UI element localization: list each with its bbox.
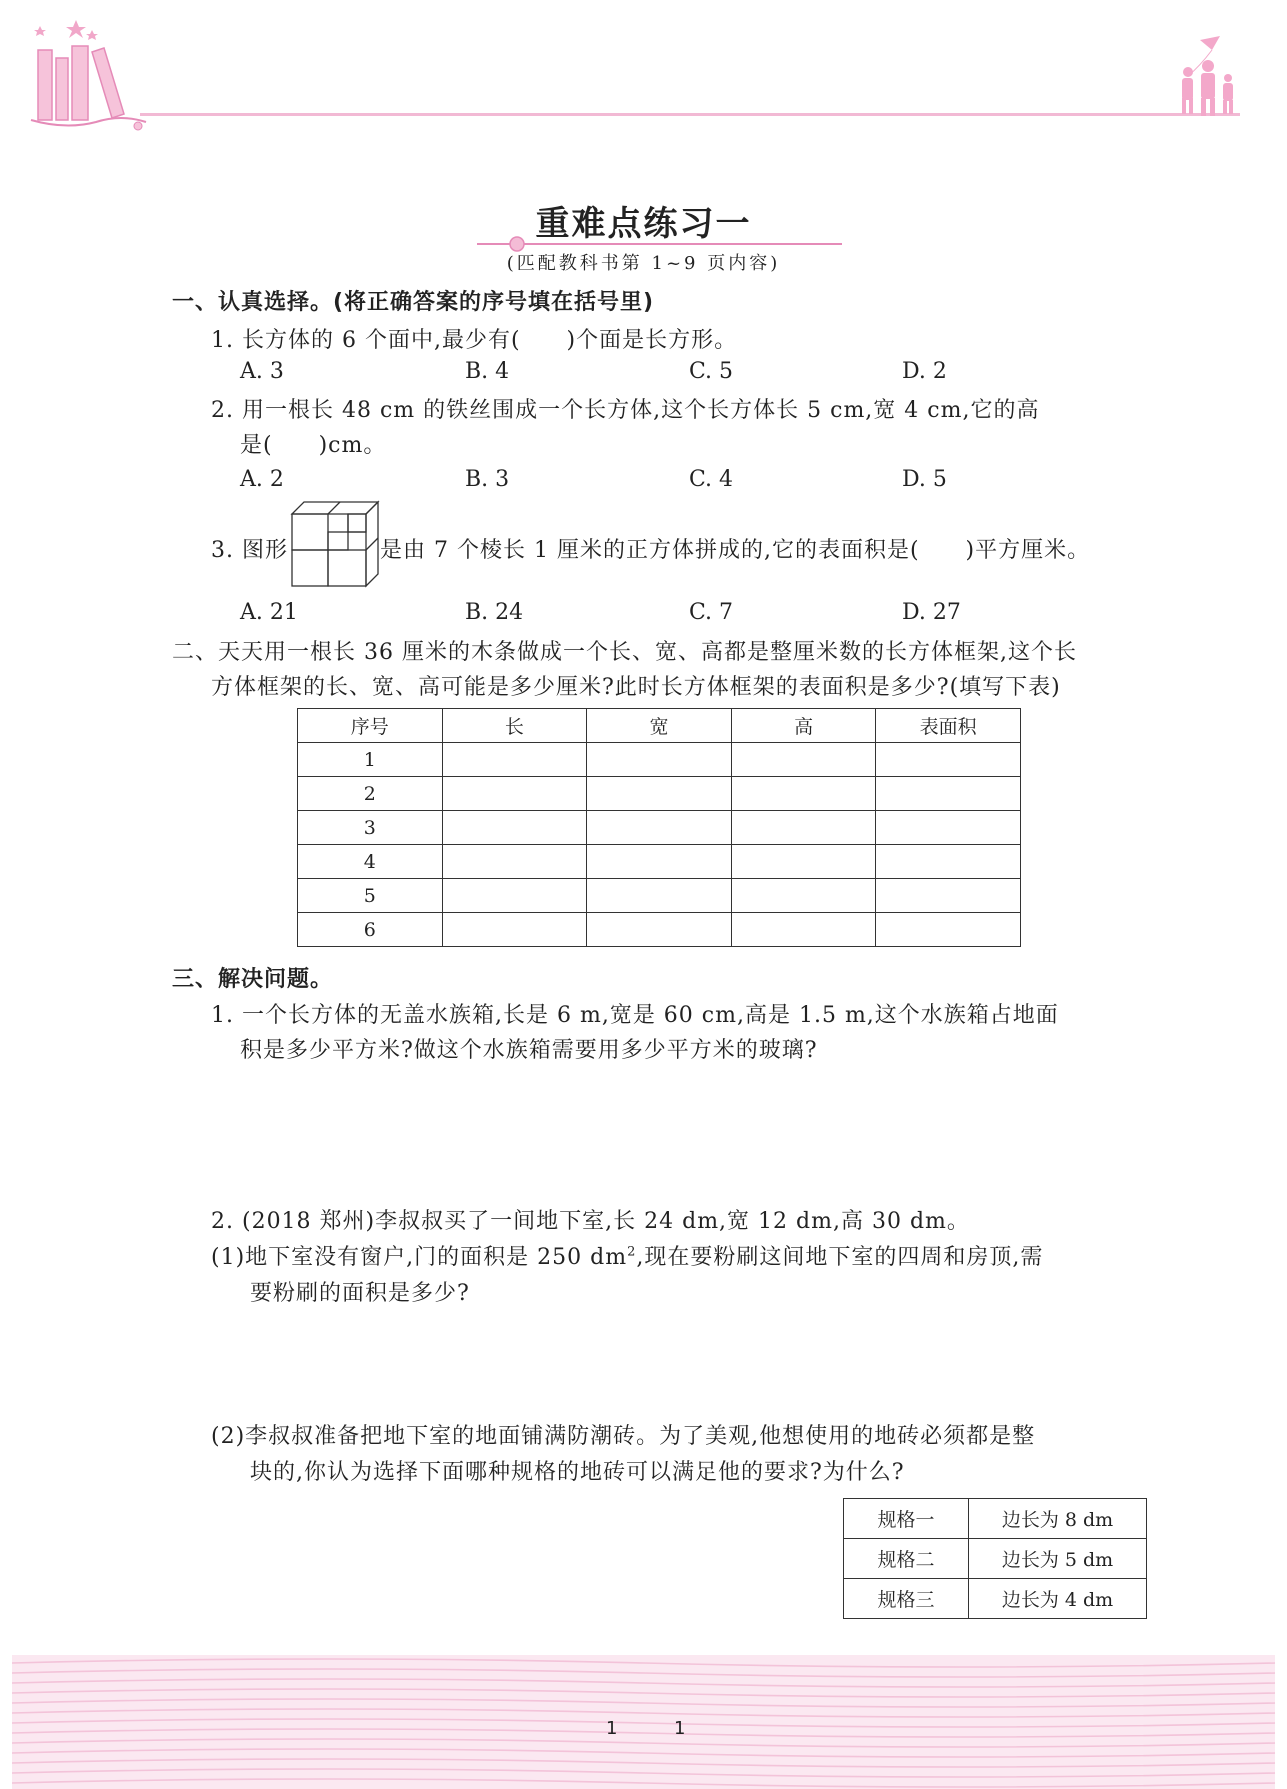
spec-value: 边长为 8 dm (969, 1499, 1147, 1539)
dimension-table (297, 708, 1021, 947)
table-row-index: 1 (298, 743, 443, 777)
s3-q2-p1-line1 (211, 1240, 1043, 1271)
table-row (298, 879, 1021, 913)
answer-cell[interactable] (442, 743, 587, 777)
cube-stack-figure (290, 500, 380, 590)
answer-cell[interactable] (442, 811, 587, 845)
table-row (844, 1539, 1147, 1579)
answer-cell[interactable] (731, 913, 876, 947)
spec-value: 边长为 4 dm (969, 1579, 1147, 1619)
answer-cell[interactable] (731, 879, 876, 913)
answer-cell[interactable] (587, 879, 732, 913)
page-number-right: 1 (674, 1718, 686, 1739)
s1-q2-option-a: A. 2 (240, 467, 284, 492)
section1-heading: 一、认真选择。(将正确答案的序号填在括号里) (172, 290, 655, 315)
tile-spec-table (843, 1498, 1147, 1619)
answer-cell[interactable] (442, 845, 587, 879)
family-kite-icon (1160, 36, 1250, 118)
spec-name: 规格二 (844, 1539, 969, 1579)
bookshelf-icon (26, 18, 156, 133)
answer-cell[interactable] (587, 743, 732, 777)
s3-q2-p1-superscript: 2 (627, 1244, 637, 1260)
section2-line1: 二、天天用一根长 36 厘米的木条做成一个长、宽、高都是整厘米数的长方体框架,这个长 (172, 640, 1077, 665)
s1-q2-option-b: B. 3 (465, 467, 510, 492)
table-row-index: 3 (298, 811, 443, 845)
page-number-left: 1 (606, 1718, 618, 1739)
table-row (844, 1579, 1147, 1619)
s3-q2-p1-line2: 要粉刷的面积是多少? (250, 1281, 470, 1306)
page-subtitle: (匹配教科书第 1~9 页内容) (506, 253, 781, 274)
s1-q3-prefix: 3. 图形 (211, 538, 288, 563)
answer-cell[interactable] (876, 811, 1021, 845)
table-row (844, 1499, 1147, 1539)
footer-band (12, 1655, 1275, 1789)
s1-q1-option-a: A. 3 (240, 359, 284, 384)
table-row-index: 4 (298, 845, 443, 879)
answer-cell[interactable] (731, 777, 876, 811)
header-rule (140, 113, 1240, 116)
s3-q2-stem: 2. (2018 郑州)李叔叔买了一间地下室,长 24 dm,宽 12 dm,高 30 dm。 (211, 1209, 970, 1234)
table-row (298, 777, 1021, 811)
table-row (298, 845, 1021, 879)
s1-q2-line1: 2. 用一根长 48 cm 的铁丝围成一个长方体,这个长方体长 5 cm,宽 4 cm,它的高 (211, 398, 1040, 423)
answer-cell[interactable] (876, 845, 1021, 879)
s1-q2-option-d: D. 5 (902, 467, 947, 492)
s1-q1-option-b: B. 4 (465, 359, 510, 384)
answer-cell[interactable] (731, 743, 876, 777)
table-row (298, 913, 1021, 947)
s3-q2-p2-line1: (2)李叔叔准备把地下室的地面铺满防潮砖。为了美观,他想使用的地砖必须都是整 (211, 1424, 1036, 1449)
spec-name: 规格一 (844, 1499, 969, 1539)
section3-heading: 三、解决问题。 (172, 967, 334, 992)
table-row-index: 2 (298, 777, 443, 811)
section2-line2: 方体框架的长、宽、高可能是多少厘米?此时长方体框架的表面积是多少?(填写下表) (211, 675, 1061, 700)
table-row (298, 811, 1021, 845)
table-header-width: 宽 (587, 709, 732, 743)
s3-q2-p1-text-b: ,现在要粉刷这间地下室的四周和房顶,需 (636, 1245, 1044, 1270)
spec-value: 边长为 5 dm (969, 1539, 1147, 1579)
table-row (298, 743, 1021, 777)
s3-q1-line2: 积是多少平方米?做这个水族箱需要用多少平方米的玻璃? (240, 1038, 818, 1063)
answer-cell[interactable] (442, 879, 587, 913)
table-header-surface: 表面积 (876, 709, 1021, 743)
spec-name: 规格三 (844, 1579, 969, 1619)
s1-q2-option-c: C. 4 (689, 467, 734, 492)
answer-cell[interactable] (876, 743, 1021, 777)
answer-cell[interactable] (442, 777, 587, 811)
table-header-length: 长 (442, 709, 587, 743)
footer-wave-pattern (12, 1655, 1275, 1789)
s3-q1-line1: 1. 一个长方体的无盖水族箱,长是 6 m,宽是 60 cm,高是 1.5 m,这个水族箱占地面 (211, 1003, 1059, 1028)
answer-cell[interactable] (587, 811, 732, 845)
answer-cell[interactable] (876, 879, 1021, 913)
s3-q2-p1-text-a: (1)地下室没有窗户,门的面积是 250 dm (211, 1245, 628, 1270)
table-row-index: 6 (298, 913, 443, 947)
page-title: 重难点练习一 (535, 204, 752, 244)
s1-q3-option-a: A. 21 (240, 600, 298, 625)
answer-cell[interactable] (876, 913, 1021, 947)
answer-cell[interactable] (587, 913, 732, 947)
table-header-index: 序号 (298, 709, 443, 743)
answer-cell[interactable] (731, 845, 876, 879)
table-header-height: 高 (731, 709, 876, 743)
answer-cell[interactable] (587, 845, 732, 879)
s1-q3-option-c: C. 7 (689, 600, 734, 625)
s1-q1-text: 1. 长方体的 6 个面中,最少有( )个面是长方形。 (211, 328, 738, 353)
s1-q1-option-c: C. 5 (689, 359, 734, 384)
s1-q1-option-d: D. 2 (902, 359, 947, 384)
answer-cell[interactable] (876, 777, 1021, 811)
s1-q2-line2: 是( )cm。 (240, 433, 387, 458)
answer-cell[interactable] (442, 913, 587, 947)
s1-q3-option-d: D. 27 (902, 600, 961, 625)
s1-q3-option-b: B. 24 (465, 600, 524, 625)
answer-cell[interactable] (587, 777, 732, 811)
answer-cell[interactable] (731, 811, 876, 845)
s1-q3-suffix: 是由 7 个棱长 1 厘米的正方体拼成的,它的表面积是( )平方厘米。 (380, 538, 1091, 563)
s3-q2-p2-line2: 块的,你认为选择下面哪种规格的地砖可以满足他的要求?为什么? (250, 1460, 905, 1485)
table-row-index: 5 (298, 879, 443, 913)
